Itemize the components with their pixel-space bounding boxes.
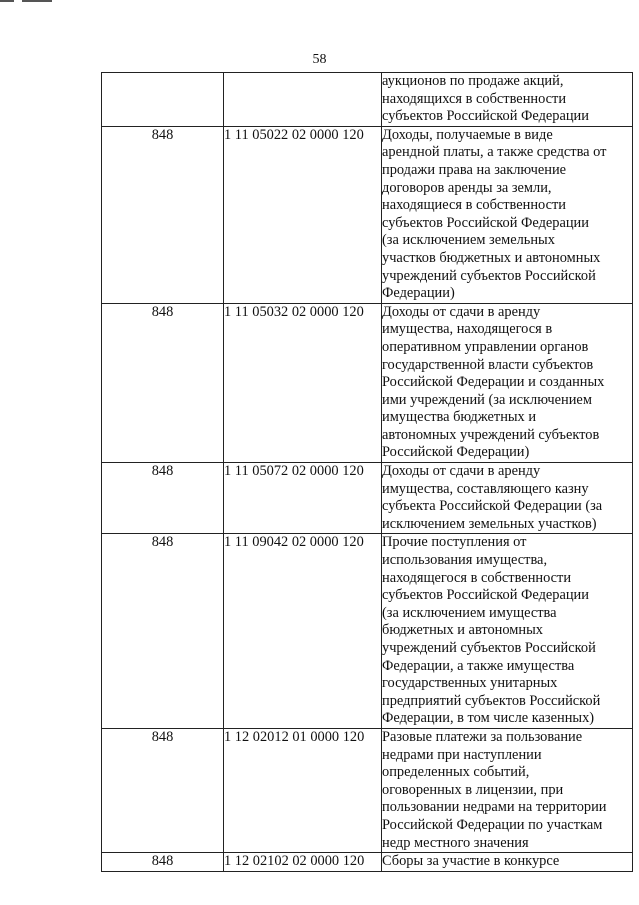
description-line: Федерации) xyxy=(382,285,455,302)
table-row xyxy=(102,126,633,303)
description-line: Доходы, получаемые в виде xyxy=(382,126,553,143)
admin-code-cell: 848 xyxy=(102,303,224,462)
description-line: пользовании недрами на территории xyxy=(382,799,607,816)
description-line: находящегося в собственности xyxy=(382,569,572,586)
description-line: (за исключением земельных xyxy=(382,232,555,249)
description-line: Доходы от сдачи в аренду xyxy=(382,303,541,320)
description-line: арендной платы, а также средства от xyxy=(382,144,607,161)
description-line: участков бюджетных и автономных xyxy=(382,249,601,266)
table-row xyxy=(102,853,633,872)
description-line: автономных учреждений субъектов xyxy=(382,426,600,443)
budget-classification-code-cell: 1 12 02012 01 0000 120 xyxy=(224,728,382,852)
description-line: Разовые платежи за пользование xyxy=(382,728,583,745)
description-line: учреждений субъектов Российской xyxy=(382,640,596,656)
admin-code-cell: 848 xyxy=(102,126,224,303)
description-line: Федерации, в том числе казенных) xyxy=(382,710,595,727)
table-row xyxy=(102,463,633,534)
revenue-codes-table xyxy=(101,72,633,872)
description-line: ими учреждений (за исключением xyxy=(382,391,592,408)
description-line: субъектов Российской Федерации xyxy=(382,587,589,604)
budget-classification-code-cell xyxy=(224,73,382,127)
description-line: недр местного значения xyxy=(382,834,529,851)
description-line: бюджетных и автономных xyxy=(382,622,543,639)
budget-classification-code-cell: 1 11 09042 02 0000 120 xyxy=(224,534,382,729)
budget-classification-code-cell: 1 11 05072 02 0000 120 xyxy=(224,463,382,534)
description-line: Российской Федерации и созданных xyxy=(382,374,605,391)
admin-code-cell: 848 xyxy=(102,534,224,729)
description-line: имущества бюджетных и xyxy=(382,409,537,426)
admin-code-cell: 848 xyxy=(102,728,224,852)
description-line: Российской Федерации) xyxy=(382,444,530,461)
description-line: государственной власти субъектов xyxy=(382,356,594,373)
admin-code-cell xyxy=(102,73,224,127)
page-number: 58 xyxy=(312,52,327,67)
description-line: аукционов по продаже акций, xyxy=(382,73,564,89)
description-line: имущества, находящегося в xyxy=(382,321,553,338)
table-row xyxy=(102,303,633,462)
budget-classification-code-cell: 1 11 05032 02 0000 120 xyxy=(224,303,382,462)
table-row xyxy=(102,534,633,729)
revenue-description-cell xyxy=(382,73,633,127)
description-line: исключением земельных участков) xyxy=(382,515,597,532)
description-line: недрами при наступлении xyxy=(382,746,542,763)
budget-classification-code-cell: 1 12 02102 02 0000 120 xyxy=(224,853,382,872)
description-line: договоров аренды за земли, xyxy=(382,179,552,196)
description-line: оперативном управлении органов xyxy=(382,338,589,355)
description-line: Доходы от сдачи в аренду xyxy=(382,463,541,480)
description-line: (за исключением имущества xyxy=(382,604,557,621)
description-line: государственных унитарных xyxy=(382,675,558,692)
description-line: определенных событий, xyxy=(382,764,530,781)
description-line: субъектов Российской Федерации xyxy=(382,214,589,231)
description-line: оговоренных в лицензии, при xyxy=(382,781,564,798)
revenue-description-cell xyxy=(382,303,633,462)
table-row xyxy=(102,73,633,127)
revenue-description-cell xyxy=(382,534,633,729)
description-line: имущества, составляющего казну xyxy=(382,480,589,497)
admin-code-cell: 848 xyxy=(102,463,224,534)
description-line: продажи права на заключение xyxy=(382,161,567,178)
description-line: предприятий субъектов Российской xyxy=(382,692,601,709)
revenue-description-cell xyxy=(382,728,633,852)
revenue-description-cell xyxy=(382,463,633,534)
revenue-description-cell xyxy=(382,853,633,872)
admin-code-cell: 848 xyxy=(102,853,224,872)
description-line: субъектов Российской Федерации xyxy=(382,108,589,125)
description-line: субъекта Российской Федерации (за xyxy=(382,498,603,515)
revenue-description-cell xyxy=(382,126,633,303)
description-line: находящиеся в собственности xyxy=(382,197,566,214)
description-line: учреждений субъектов Российской xyxy=(382,267,596,284)
description-line: Прочие поступления от xyxy=(382,534,527,551)
budget-classification-code-cell: 1 11 05022 02 0000 120 xyxy=(224,126,382,303)
table-row xyxy=(102,728,633,852)
description-line: Федерации, а также имущества xyxy=(382,657,575,674)
description-line: Российской Федерации по участкам xyxy=(382,816,603,833)
description-line: Сборы за участие в конкурсе xyxy=(382,853,560,870)
description-line: использования имущества, xyxy=(382,552,548,569)
description-line: находящихся в собственности xyxy=(382,90,567,107)
scan-corner-mark xyxy=(0,0,60,4)
